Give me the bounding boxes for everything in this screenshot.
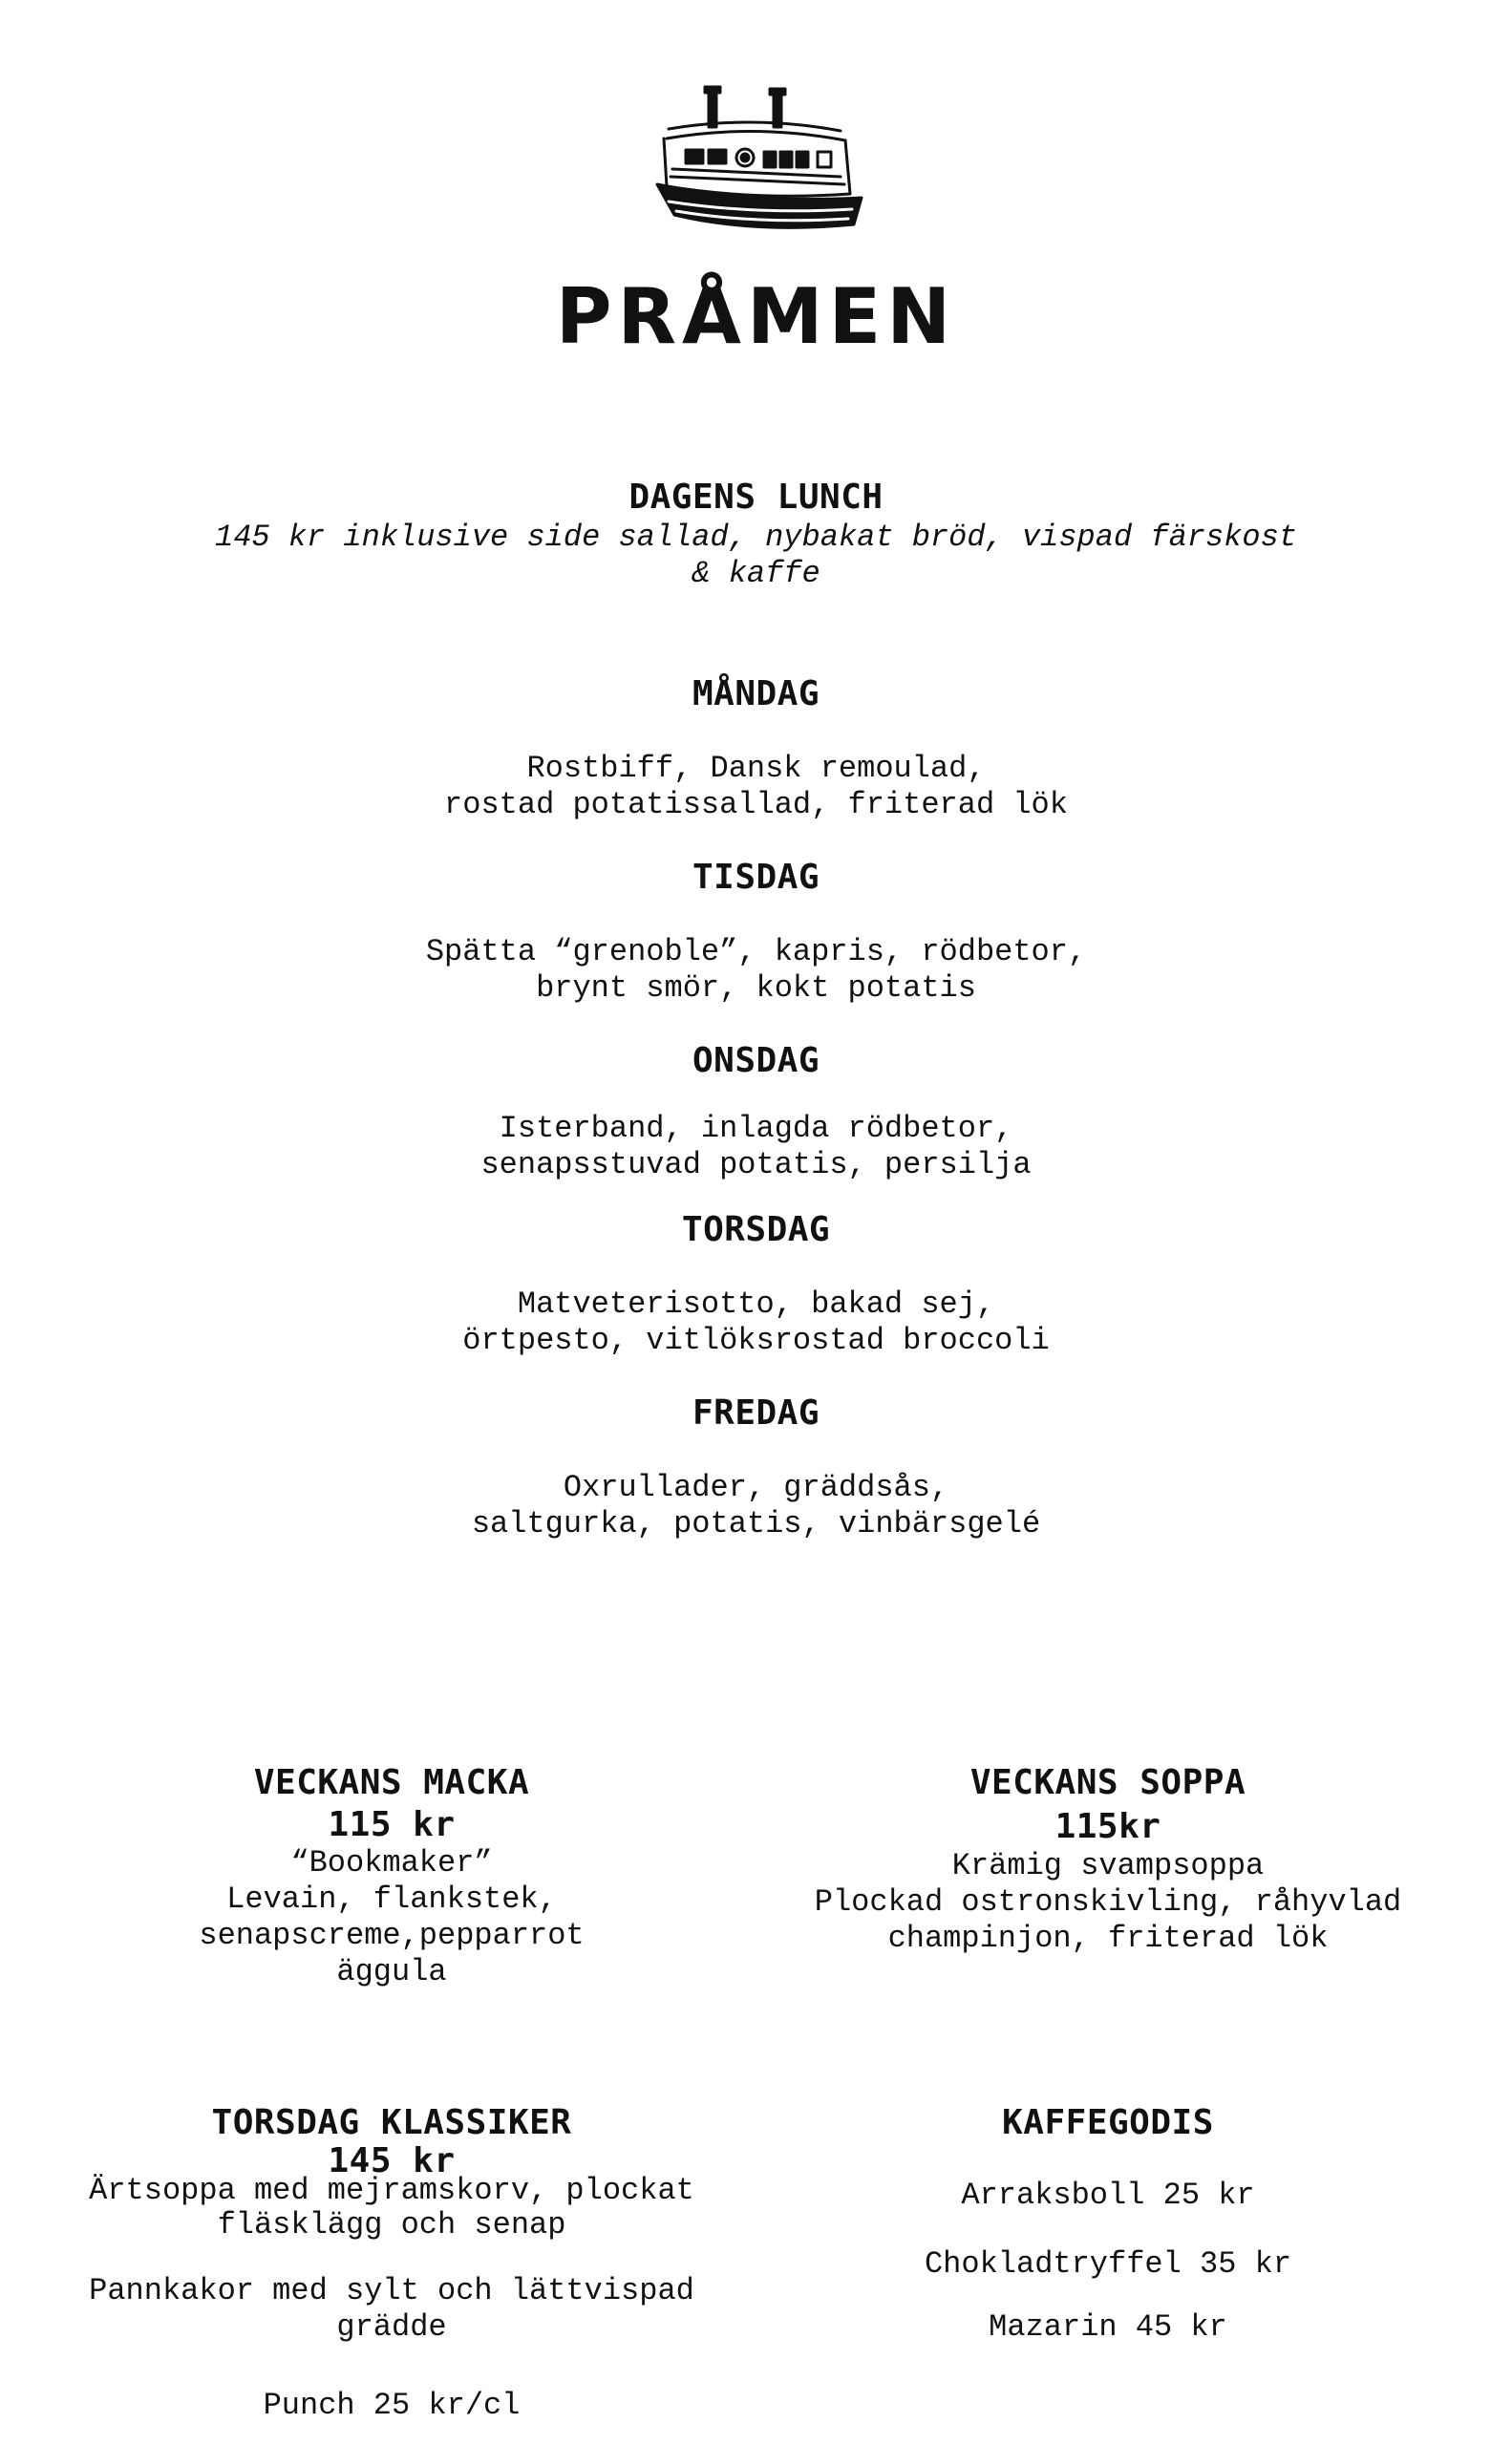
- klassiker-title: TORSDAG KLASSIKER: [211, 2103, 572, 2142]
- day-title-tuesday: TISDAG: [692, 858, 820, 897]
- macka-description: [67, 1845, 716, 1990]
- klassiker-item-1: [67, 2174, 716, 2243]
- kaffegodis-item: Mazarin 45 kr: [989, 2309, 1227, 2345]
- day-title-wednesday: ONSDAG: [692, 1041, 820, 1080]
- day-dish-line: saltgurka, potatis, vinbärsgelé: [471, 1506, 1041, 1541]
- soppa-line: champinjon, friterad lök: [887, 1921, 1329, 1956]
- day-title-friday: FREDAG: [692, 1393, 820, 1433]
- lunch-subtitle: [0, 520, 1512, 592]
- kaffegodis-item: Chokladtryffel 35 kr: [924, 2246, 1292, 2282]
- macka-line: äggula: [336, 1954, 447, 1989]
- macka-title: VECKANS MACKA: [253, 1763, 530, 1802]
- macka-line: senapscreme,pepparrot: [199, 1918, 585, 1953]
- klassiker-price: 145 kr: [328, 2141, 456, 2180]
- klassiker-extra: Punch 25 kr/cl: [263, 2388, 521, 2423]
- macka-line: “Bookmaker”: [290, 1845, 493, 1881]
- ferry-logo-icon: [650, 81, 869, 248]
- day-dish-friday: [0, 1470, 1512, 1542]
- day-dish-line: Matveterisotto, bakad sej,: [517, 1286, 995, 1322]
- klassiker-line: grädde: [336, 2309, 447, 2345]
- day-title-thursday: TORSDAG: [681, 1210, 831, 1249]
- day-dish-line: brynt smör, kokt potatis: [536, 970, 976, 1006]
- klassiker-line: Pannkakor med sylt och lättvispad: [89, 2273, 694, 2308]
- day-dish-line: örtpesto, vitlöksrostad broccoli: [462, 1323, 1050, 1358]
- klassiker-line: fläsklägg och senap: [217, 2207, 566, 2243]
- kaffegodis-title: KAFFEGODIS: [1002, 2103, 1214, 2142]
- macka-price: 115 kr: [328, 1805, 456, 1844]
- lunch-title: DAGENS LUNCH: [628, 478, 884, 517]
- day-dish-line: Isterband, inlagda rödbetor,: [499, 1111, 1013, 1146]
- day-title-monday: MÅNDAG: [692, 674, 820, 713]
- day-dish-monday: [0, 751, 1512, 823]
- day-dish-line: senapsstuvad potatis, persilja: [480, 1147, 1032, 1182]
- soppa-line: Krämig svampsoppa: [951, 1848, 1265, 1883]
- soppa-price: 115kr: [1054, 1807, 1161, 1846]
- lunch-subtitle-line2: & kaffe: [692, 556, 820, 591]
- klassiker-line: Ärtsoppa med mejramskorv, plockat: [89, 2173, 694, 2208]
- soppa-description: [783, 1848, 1433, 1957]
- day-dish-line: Oxrullader, gräddsås,: [563, 1470, 949, 1505]
- day-dish-line: rostad potatissallad, friterad lök: [444, 787, 1068, 822]
- day-dish-line: Spätta “grenoble”, kapris, rödbetor,: [425, 934, 1087, 969]
- soppa-title: VECKANS SOPPA: [969, 1763, 1246, 1802]
- kaffegodis-item: Arraksboll 25 kr: [961, 2178, 1255, 2213]
- lunch-subtitle-line1: 145 kr inklusive side sallad, nybakat bröd, vispad färskost: [215, 520, 1297, 555]
- day-dish-line: Rostbiff, Dansk remoulad,: [526, 751, 986, 786]
- macka-line: Levain, flankstek,: [226, 1882, 557, 1917]
- day-dish-tuesday: [0, 934, 1512, 1007]
- soppa-line: Plockad ostronskivling, råhyvlad: [814, 1884, 1402, 1920]
- day-dish-wednesday: [0, 1111, 1512, 1183]
- brand-name: PRÅMEN: [555, 272, 957, 361]
- day-dish-thursday: [0, 1286, 1512, 1359]
- klassiker-item-2: [67, 2273, 716, 2346]
